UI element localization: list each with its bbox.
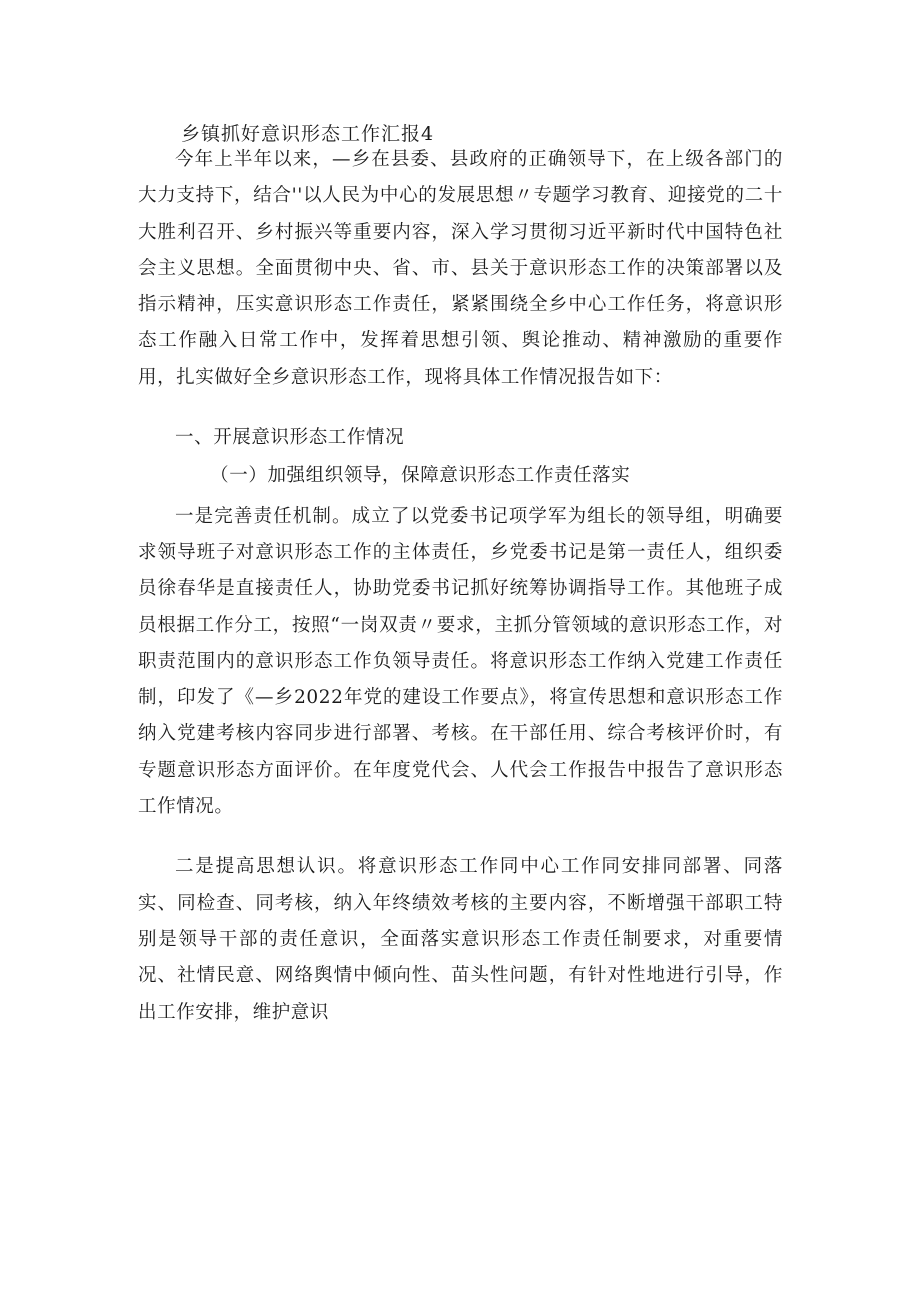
paragraph-raise-awareness: 二是提高思想认识。将意识形态工作同中心工作同安排同部署、同落实、同检查、同考核，纳入年终绩效考核的主要内容，不断增强干部职工特别是领导干部的责任意识，全面落实意识形态工作责任制要求，对重要情况、社情民意、网络舆情中倾向性、苗头性问题，有针对性地进行引导，作出工作安排，维护意识 <box>138 856 783 1023</box>
subsection-heading-1: （一）加强组织领导，保障意识形态工作责任落实 <box>210 465 631 487</box>
document-title: 乡镇抓好意识形态工作汇报4 <box>181 123 435 145</box>
paragraph-responsibility-mechanism: 一是完善责任机制。成立了以党委书记项学军为组长的领导组，明确要求领导班子对意识形态工作的主体责任，乡党委书记是第一责任人，组织委员徐春华是直接责任人，协助党委书记抓好统筹协调指导工作。其他班子成员根据工作分工，按照“一岗双责〃要求，主抓分管领域的意识形态工作，对职责范围内的意识形态工作负领导责任。将意识形态工作纳入党建工作责任制，印发了《—乡2022年党的建设工作要点》，将宣传思想和意识形态工作纳入党建考核内容同步进行部署、考核。在干部任用、综合考核评价时，有专题意识形态方面评价。在年度党代会、人代会工作报告中报告了意识形态工作情况。 <box>138 505 783 818</box>
document-body <box>138 142 783 1031</box>
section-heading-1: 一、开展意识形态工作情况 <box>175 427 405 449</box>
intro-paragraph: 今年上半年以来，—乡在县委、县政府的正确领导下，在上级各部门的大力支持下，结合''以人民为中心的发展思想〃专题学习教育、迎接党的二十大胜利召开、乡村振兴等重要内容，深入学习贯彻习近平新时代中国特色社会主义思想。全面贯彻中央、省、市、县关于意识形态工作的决策部署以及指示精神，压实意识形态工作责任，紧紧围绕全乡中心工作任务，将意识形态工作融入日常工作中，发挥着思想引领、舆论推动、精神激励的重要作用，扎实做好全乡意识形态工作，现将具体工作情况报告如下： <box>138 149 783 388</box>
